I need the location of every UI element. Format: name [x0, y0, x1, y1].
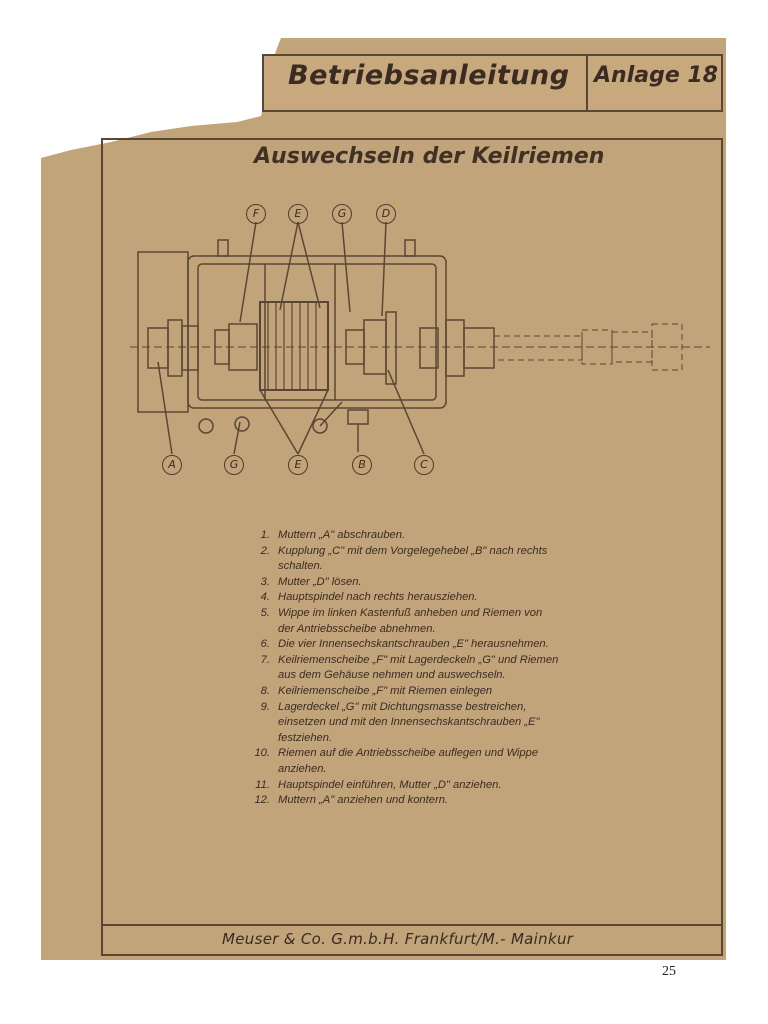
- list-item: 11. Hauptspindel einführen, Mutter „D" anziehen.: [255, 778, 502, 791]
- footer-divider: [101, 924, 723, 926]
- footer-company: Meuser & Co. G.m.b.H. Frankfurt/M.- Mainkur: [222, 930, 574, 948]
- callout-e-top: E: [288, 204, 308, 224]
- list-item: 4. Hauptspindel nach rechts herausziehen.: [260, 591, 478, 604]
- header-divider: [586, 54, 588, 112]
- list-item: 6. Die vier Innensechskantschrauben „E" herausnehmen.: [260, 638, 549, 651]
- section-title: Auswechseln der Keilriemen: [254, 144, 605, 169]
- list-item: 7. Keilriemenscheibe „F" mit Lagerdeckeln „G" und Riemen aus dem Gehäuse nehmen und auswechseln.: [260, 653, 559, 682]
- list-item: 2. Kupplung „C" mit dem Vorgelegehebel „B" nach rechts schalten.: [260, 544, 548, 573]
- document-title: Betriebsanleitung: [288, 60, 570, 91]
- list-item: 12. Muttern „A" anziehen und kontern.: [254, 794, 449, 807]
- list-item: 9. Lagerdeckel „G" mit Dichtungsmasse bestreichen, einsetzen und mit den Innensechskantschrauben „E" festziehen.: [260, 700, 540, 744]
- callout-b-bottom: B: [352, 455, 372, 475]
- gearbox-diagram: [120, 190, 720, 490]
- callout-d-top: D: [376, 204, 396, 224]
- callout-a-bottom: A: [162, 455, 182, 475]
- list-item: 1. Muttern „A" abschrauben.: [260, 529, 406, 541]
- appendix-label: Anlage 18: [594, 63, 719, 88]
- callout-f-top: F: [246, 204, 266, 224]
- list-item: 5. Wippe im linken Kastenfuß anheben und Riemen von der Antriebsscheibe abnehmen.: [260, 606, 543, 635]
- list-item: 3. Mutter „D" lösen.: [260, 575, 362, 588]
- callout-g-top: G: [332, 204, 352, 224]
- callout-g-bottom: G: [224, 455, 244, 475]
- list-item: 10. Riemen auf die Antriebsscheibe auflegen und Wippe anziehen.: [254, 747, 539, 775]
- list-item: 8. Keilriemenscheibe „F" mit Riemen einlegen: [260, 684, 493, 697]
- instruction-list: [240, 528, 560, 809]
- callout-e-bottom: E: [288, 455, 308, 475]
- callout-c-bottom: C: [414, 455, 434, 475]
- page-number: 25: [662, 964, 676, 979]
